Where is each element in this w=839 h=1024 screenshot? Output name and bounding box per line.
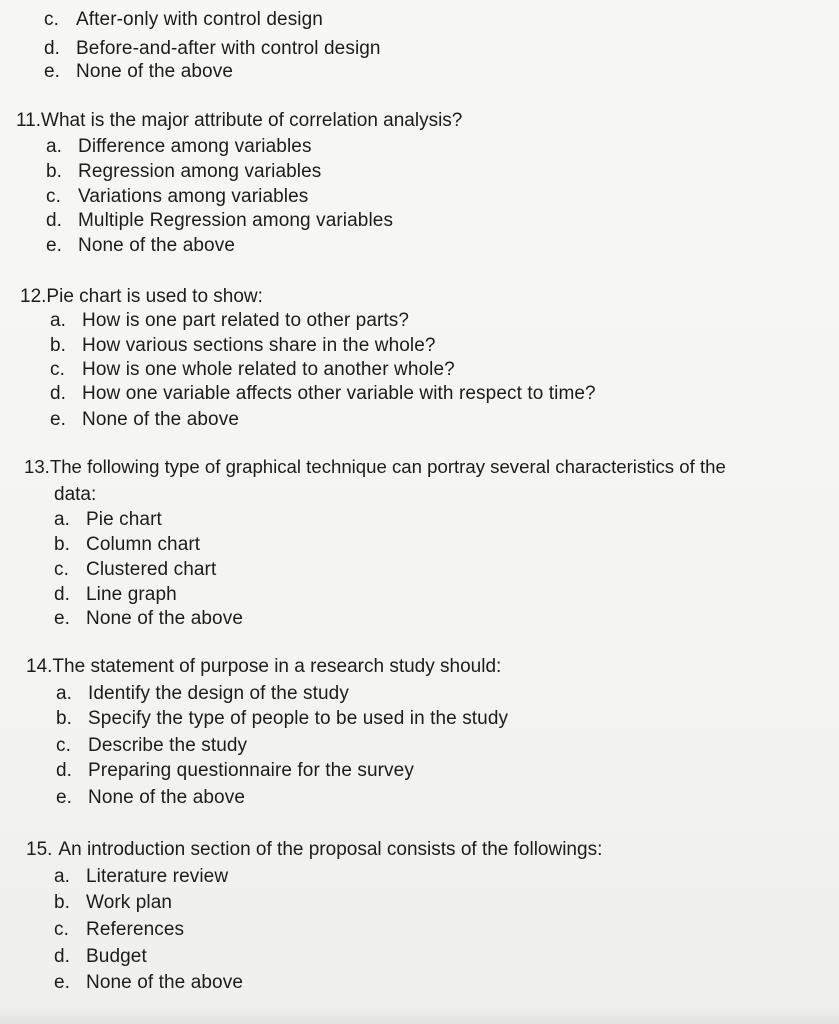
option-letter: a. (56, 683, 73, 704)
question-number: 13. (24, 456, 50, 477)
question-13 (24, 456, 726, 478)
option-text: Work plan (86, 892, 173, 913)
option-letter: c. (44, 9, 59, 30)
option-letter: d. (46, 210, 63, 231)
q12-option-d (50, 383, 596, 405)
option-text: Column chart (86, 534, 201, 555)
option-letter: e. (56, 787, 73, 808)
option-text: Clustered chart (86, 559, 217, 580)
q15-option-c (54, 919, 184, 941)
q14-option-a (56, 683, 349, 705)
q11-option-a (46, 136, 312, 158)
option-text: How is one whole related to another whole? (82, 359, 455, 380)
option-letter: c. (54, 559, 69, 580)
question-number: 12. (20, 286, 47, 307)
option-text: Identify the design of the study (88, 683, 349, 704)
q12-option-a (50, 310, 409, 332)
page-bottom-shadow (0, 1006, 839, 1024)
option-letter: c. (46, 186, 61, 207)
option-text: Multiple Regression among variables (78, 210, 394, 231)
option-letter: a. (54, 509, 71, 530)
option-letter: b. (54, 534, 71, 555)
option-letter: a. (50, 310, 67, 331)
option-letter: e. (46, 235, 63, 256)
option-c (44, 9, 323, 31)
option-text: None of the above (86, 608, 243, 629)
question-text: An introduction section of the proposal consists of the followings: (58, 839, 603, 860)
question-12 (20, 286, 263, 308)
option-letter: b. (56, 708, 73, 729)
q15-option-d (54, 946, 147, 968)
option-text: References (86, 919, 185, 940)
option-text: Budget (86, 946, 147, 967)
option-text: None of the above (76, 61, 233, 82)
option-text: None of the above (86, 972, 243, 993)
option-letter: d. (56, 760, 73, 781)
question-number: 11. (16, 110, 42, 131)
option-text: Describe the study (88, 735, 248, 756)
q14-option-b (56, 708, 508, 730)
option-letter: c. (56, 735, 71, 756)
option-text: Specify the type of people to be used in the study (88, 708, 509, 729)
q12-option-c (50, 359, 455, 381)
option-letter: a. (54, 866, 71, 887)
option-letter: d. (44, 38, 61, 59)
option-letter: c. (50, 359, 65, 380)
q12-option-e (50, 409, 239, 431)
q14-option-d (56, 760, 414, 782)
option-text: How various sections share in the whole? (82, 335, 436, 356)
q11-option-d (46, 210, 393, 232)
option-text: How one variable affects other variable with respect to time? (82, 383, 596, 404)
option-text: Pie chart (86, 509, 162, 530)
question-number: 15. (26, 839, 53, 860)
question-text: The statement of purpose in a research study should: (52, 656, 502, 677)
q12-option-b (50, 335, 436, 357)
q11-option-b (46, 161, 321, 183)
question-15 (26, 839, 602, 861)
option-text: Variations among variables (78, 186, 309, 207)
option-letter: e. (50, 409, 67, 430)
q13-option-a (54, 509, 162, 531)
option-d (44, 38, 381, 60)
option-text: Line graph (86, 584, 177, 605)
question-14 (26, 656, 501, 678)
option-text: Regression among variables (78, 161, 322, 182)
option-letter: e. (54, 972, 71, 993)
question-text: What is the major attribute of correlation analysis? (41, 110, 463, 131)
question-11 (16, 110, 462, 132)
q11-option-e (46, 235, 235, 257)
q13-option-b (54, 534, 200, 556)
option-e (44, 61, 233, 83)
option-letter: d. (54, 946, 71, 967)
option-text: How is one part related to other parts? (82, 310, 410, 331)
question-13-continuation: data: (54, 484, 97, 505)
q15-option-a (54, 866, 228, 888)
question-text: The following type of graphical technique can portray several characteristics of the (49, 456, 726, 477)
option-letter: a. (46, 136, 63, 157)
option-letter: d. (54, 584, 71, 605)
q14-option-c (56, 735, 247, 757)
q15-option-b (54, 892, 172, 914)
q14-option-e (56, 787, 245, 809)
option-text: Difference among variables (78, 136, 312, 157)
q13-option-e (54, 608, 243, 630)
option-text: None of the above (78, 235, 235, 256)
option-text: None of the above (82, 409, 239, 430)
q13-option-d (54, 584, 177, 606)
question-number: 14. (26, 656, 53, 677)
option-letter: b. (50, 335, 67, 356)
option-text: After-only with control design (76, 9, 323, 30)
option-text: None of the above (88, 787, 245, 808)
option-letter: b. (54, 892, 71, 913)
option-text: Before-and-after with control design (76, 38, 381, 59)
option-text: Preparing questionnaire for the survey (88, 760, 414, 781)
option-letter: e. (44, 61, 61, 82)
question-text: Pie chart is used to show: (46, 286, 263, 307)
q11-option-c (46, 186, 308, 208)
option-letter: c. (54, 919, 69, 940)
option-letter: e. (54, 608, 71, 629)
option-letter: d. (50, 383, 67, 404)
q15-option-e (54, 972, 243, 994)
option-letter: b. (46, 161, 63, 182)
option-text: Literature review (86, 866, 229, 887)
q13-option-c (54, 559, 216, 581)
